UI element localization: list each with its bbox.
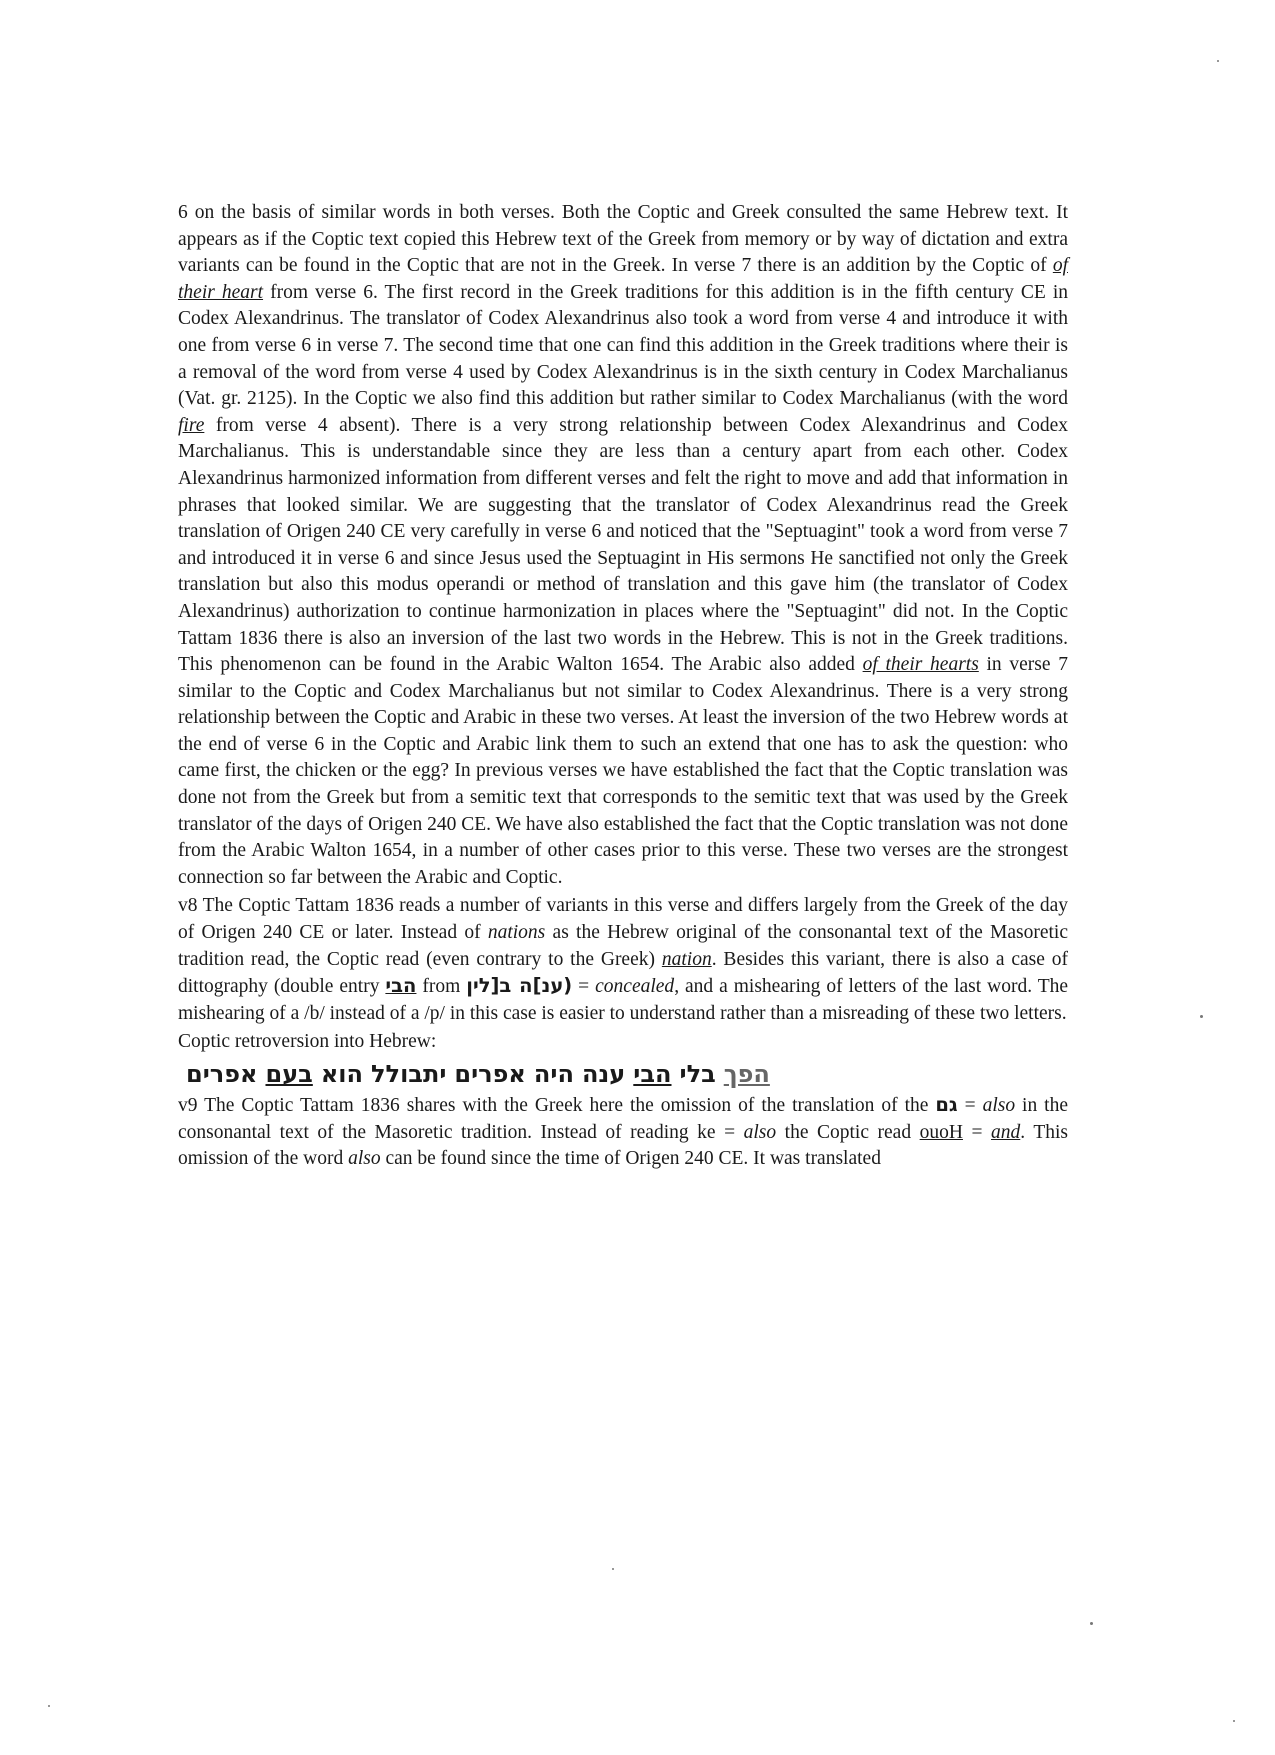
text-run: in the consonantal text of the Masoretic tradition. Instead of reading ke = xyxy=(178,1095,1068,1143)
text-run: in verse 7 similar to the Coptic and Codex Marchalianus but not similar to Codex Alexandrinus. There is a very strong relationship between the Coptic and Arabic in these two verses. At least the inversion of the two Hebrew words at the end of verse 6 in the Coptic and Arabic link them to such an extend that one has to ask the question: who came first, the chicken or the egg? In previous verses we have established the fact that the Coptic translation was done not from the Greek but from a semitic text that corresponds to the semitic text that was used by the Greek translator of the days of Origen 240 CE. We have also established the fact that the Coptic translation was not done from the Arabic Walton 1654, in a number of other cases prior to this verse. These two verses are the strongest connection so far between the Arabic and Coptic. xyxy=(178,654,1069,888)
emphasis-nation: nation xyxy=(661,948,712,970)
hebrew-word: בעם xyxy=(265,1060,313,1088)
emphasis-also: also xyxy=(743,1121,777,1143)
text-run: = xyxy=(957,1095,983,1116)
emphasis-fire: fire xyxy=(178,414,205,436)
emphasis-nations: nations xyxy=(487,922,546,944)
scan-speck xyxy=(1090,1622,1093,1625)
text-run: . Besides this variant, there is also a case of dittography (double entry xyxy=(178,948,1068,998)
retroversion-label: Coptic retroversion into Hebrew: xyxy=(178,1031,437,1053)
hebrew-word: אפרים xyxy=(454,1060,526,1088)
emphasis-concealed: concealed xyxy=(595,976,675,998)
text-run: as the Hebrew original of the consonantal text of the Masoretic tradition read, the Coptic read (even contrary to the Greek) xyxy=(178,922,1069,970)
hebrew-word: בלי xyxy=(679,1060,716,1088)
hebrew-word: הפך xyxy=(723,1060,770,1088)
hebrew-word: אפרים xyxy=(186,1060,258,1088)
text-run: v8 The Coptic Tattam 1836 reads a number of variants in this verse and differs largely from the Greek of the day of Origen 240 CE or later. Instead of xyxy=(178,895,1068,944)
scan-speck xyxy=(1217,60,1219,62)
text-run: . This omission of the word xyxy=(178,1121,1069,1170)
text-run: 6 on the basis of similar words in both verses. Both the Coptic and Greek consulted the same Hebrew text. It appears as if the Coptic text copied this Hebrew text of the Greek from memory or by way of dictation and extra variants can be found in the Coptic that are not in the Greek. In verse 7 there is an addition by the Coptic of xyxy=(178,202,1068,277)
text-run: the Coptic read xyxy=(776,1121,920,1143)
hebrew-word-gam: גם xyxy=(935,1093,958,1116)
paragraph-verse-8 xyxy=(178,893,1068,1027)
text-run: from verse 4 absent). There is a very strong relationship between Codex Alexandrinus and Codex Marchalianus. This is understandable since they are less than a century apart from each other. Codex Alexandrinus harmonized information from different verses and felt the right to move and add that information in phrases that looked similar. We are suggesting that the translator of Codex Alexandrinus read the Greek translation of Origen 240 CE very carefully in verse 6 and noticed that the "Septuagint" took a word from verse 7 and introduced it in verse 6 and since Jesus used the Septuagint in His sermons He sanctified not only the Greek translation but also this modus operandi or method of translation and this gave him (the translator of Codex Alexandrinus) authorization to continue harmonization in places where the "Septuagint" did not. In the Coptic Tattam 1836 there is also an inversion of the last two words in the Hebrew. This is not in the Greek traditions. This phenomenon can be found in the Arabic Walton 1654. The Arabic also added xyxy=(178,414,1068,676)
emphasis-also: also xyxy=(982,1095,1016,1116)
scan-speck xyxy=(48,1705,50,1707)
paragraph-verse-9 xyxy=(178,1092,1068,1173)
hebrew-word: יתבולל xyxy=(371,1060,447,1088)
hebrew-word-hbi: הבי xyxy=(385,974,417,998)
hebrew-word: ענה xyxy=(581,1060,626,1088)
hebrew-retroversion-line xyxy=(178,1058,1068,1090)
text-run: can be found since the time of Origen 240 CE. It was translated xyxy=(380,1148,881,1170)
emphasis-and: and xyxy=(991,1121,1021,1143)
text-run: = xyxy=(962,1121,992,1143)
text-run: , and a mishearing of letters of the last word. The mishearing of a /b/ instead of a /p/ in this case is easier to understand rather than a misreading of these two letters. xyxy=(178,976,1069,1024)
hebrew-phrase-concealed: (ענ]ה ב[לין xyxy=(466,974,573,998)
paragraph-verse-6-7 xyxy=(178,200,1068,891)
scan-speck xyxy=(1233,1720,1235,1722)
emphasis-also: also xyxy=(348,1148,381,1170)
text-run: from xyxy=(416,976,467,998)
hebrew-word: היה xyxy=(533,1060,574,1088)
text-run: v9 The Coptic Tattam 1836 shares with the Greek here the omission of the translation of the xyxy=(178,1095,936,1116)
scan-speck xyxy=(612,1568,614,1570)
text-run: from verse 6. The first record in the Greek traditions for this addition is in the fifth century CE in Codex Alexandrinus. The translator of Codex Alexandrinus also took a word from verse 4 and introduce it with one from verse 6 in verse 7. The second time that one can find this addition in the Greek traditions where their is a removal of the word from verse 4 used by Codex Alexandrinus is in the sixth century in Codex Marchalianus (Vat. gr. 2125). In the Coptic we also find this addition but rather similar to Codex Marchalianus (with the word xyxy=(178,281,1069,410)
coptic-word-ouoh: ouoH xyxy=(919,1121,963,1143)
scan-speck xyxy=(1200,1015,1203,1018)
hebrew-word: הוא xyxy=(320,1060,364,1088)
hebrew-word: הבי xyxy=(633,1060,672,1088)
text-run: = xyxy=(572,976,596,998)
body-text xyxy=(178,200,1068,1175)
emphasis-of-their-hearts: of their hearts xyxy=(862,654,979,676)
emphasis-of-their-heart: of their heart xyxy=(178,255,1068,303)
